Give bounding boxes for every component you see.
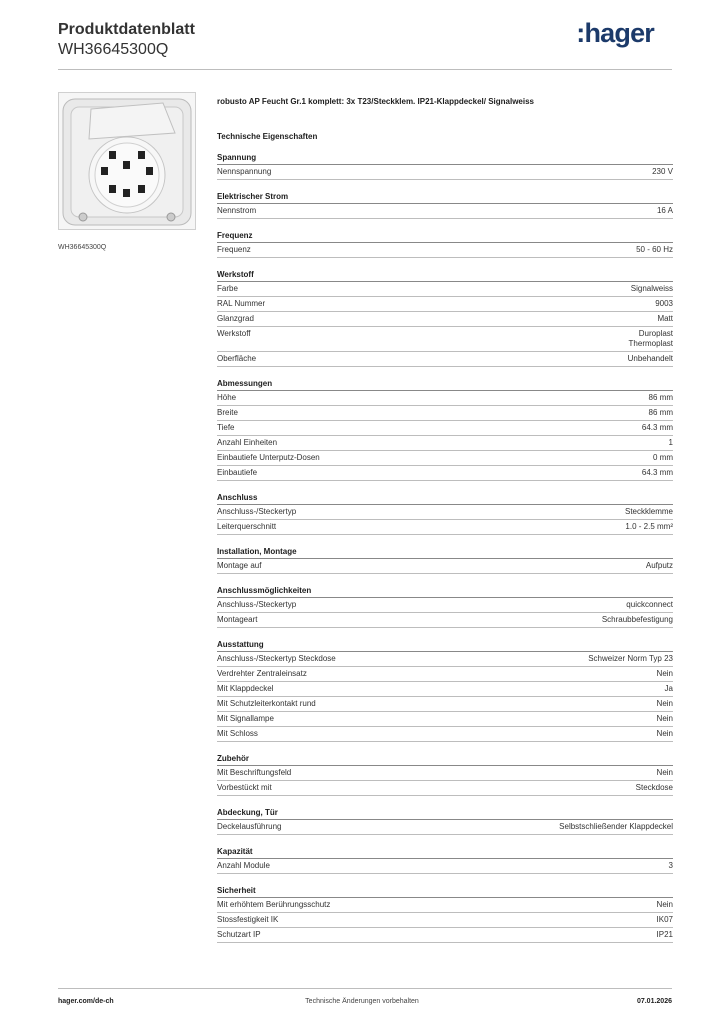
property-value: 64.3 mm [641, 423, 673, 432]
property-label: Breite [217, 408, 238, 417]
property-value: Signalweiss [630, 284, 673, 293]
property-row [217, 312, 673, 327]
property-label: Nennstrom [217, 206, 257, 215]
property-value: Nein [656, 669, 673, 678]
property-label: Deckelausführung [217, 822, 282, 831]
property-label: Anschluss-/Steckertyp [217, 600, 297, 609]
group-title: Anschlussmöglichkeiten [217, 586, 673, 598]
datasheet-content [217, 96, 673, 943]
property-value: 1 [668, 438, 673, 447]
property-label: Einbautiefe [217, 468, 258, 477]
footer-divider [58, 988, 672, 989]
logo-text: hager [584, 18, 654, 48]
property-label: Mit Schloss [217, 729, 258, 738]
property-value: 86 mm [648, 408, 673, 417]
group-title: Installation, Montage [217, 547, 673, 559]
property-value: 1.0 - 2.5 mm² [625, 522, 673, 531]
property-label: Anzahl Module [217, 861, 270, 870]
property-row [217, 613, 673, 628]
property-row [217, 165, 673, 180]
property-value: 0 mm [653, 453, 673, 462]
property-value: Unbehandelt [627, 354, 673, 363]
property-label: Montageart [217, 615, 258, 624]
property-label: Oberfläche [217, 354, 257, 363]
property-value: Nein [656, 768, 673, 777]
property-value: Aufputz [645, 561, 673, 570]
property-label: Verdrehter Zentraleinsatz [217, 669, 307, 678]
property-label: Stossfestigkeit IK [217, 915, 279, 924]
document-title: Produktdatenblatt [58, 21, 195, 38]
socket-illustration [59, 93, 195, 229]
property-value: 16 A [656, 206, 673, 215]
property-value: Steckdose [635, 783, 673, 792]
property-row [217, 712, 673, 727]
property-row [217, 859, 673, 874]
property-value: quickconnect [626, 600, 673, 609]
property-value: Selbstschließender Klappdeckel [559, 822, 673, 831]
group-title: Werkstoff [217, 270, 673, 282]
property-row [217, 928, 673, 943]
property-label: Mit Schutzleiterkontakt rund [217, 699, 316, 708]
property-value: Duroplast Thermoplast [628, 329, 673, 348]
property-value: 230 V [652, 167, 673, 176]
property-label: Mit Beschriftungsfeld [217, 768, 292, 777]
page-header [58, 20, 195, 60]
group-title: Elektrischer Strom [217, 192, 673, 204]
product-number: WH36645300Q [58, 41, 169, 58]
property-value: Nein [656, 699, 673, 708]
property-label: Mit Klappdeckel [217, 684, 274, 693]
property-label: Anschluss-/Steckertyp Steckdose [217, 654, 336, 663]
property-label: Einbautiefe Unterputz-Dosen [217, 453, 320, 462]
property-value: Nein [656, 729, 673, 738]
property-row [217, 652, 673, 667]
group-title: Sicherheit [217, 886, 673, 898]
property-label: Glanzgrad [217, 314, 254, 323]
property-row [217, 421, 673, 436]
footer-notice: Technische Änderungen vorbehalten [305, 998, 419, 1005]
property-value: Steckklemme [624, 507, 673, 516]
property-row [217, 520, 673, 535]
property-row [217, 913, 673, 928]
property-value: 50 - 60 Hz [636, 245, 673, 254]
property-value: 86 mm [648, 393, 673, 402]
property-label: Anschluss-/Steckertyp [217, 507, 297, 516]
property-row [217, 697, 673, 712]
property-row [217, 297, 673, 312]
property-label: Werkstoff [217, 329, 251, 338]
footer-date: 07.01.2026 [636, 998, 672, 1005]
group-title: Spannung [217, 153, 673, 165]
footer-website: hager.com/de-ch [58, 998, 114, 1005]
property-row [217, 505, 673, 520]
property-row [217, 436, 673, 451]
product-image [58, 92, 196, 230]
property-value: Schweizer Norm Typ 23 [588, 654, 673, 663]
property-label: Frequenz [217, 245, 251, 254]
group-title: Zubehör [217, 754, 673, 766]
property-label: Anzahl Einheiten [217, 438, 278, 447]
property-row [217, 820, 673, 835]
property-row [217, 559, 673, 574]
property-label: RAL Nummer [217, 299, 266, 308]
property-value: Schraubbefestigung [601, 615, 673, 624]
property-row [217, 898, 673, 913]
group-title: Ausstattung [217, 640, 673, 652]
property-value: IP21 [656, 930, 673, 939]
property-label: Tiefe [217, 423, 235, 432]
property-row [217, 406, 673, 421]
property-row [217, 667, 673, 682]
property-value: IK07 [656, 915, 673, 924]
property-row [217, 327, 673, 352]
property-value: 9003 [655, 299, 673, 308]
property-row [217, 781, 673, 796]
property-value: Nein [656, 714, 673, 723]
header-divider [58, 69, 672, 70]
property-row [217, 727, 673, 742]
section-title: Technische Eigenschaften [217, 132, 318, 141]
property-row [217, 352, 673, 367]
property-value: Matt [657, 314, 673, 323]
property-label: Höhe [217, 393, 237, 402]
property-label: Leiterquerschnitt [217, 522, 277, 531]
property-row [217, 766, 673, 781]
property-label: Mit Signallampe [217, 714, 274, 723]
group-title: Anschluss [217, 493, 673, 505]
property-row [217, 243, 673, 258]
property-value: Nein [656, 900, 673, 909]
group-title: Abdeckung, Tür [217, 808, 673, 820]
property-row [217, 682, 673, 697]
property-label: Farbe [217, 284, 238, 293]
property-row [217, 466, 673, 481]
property-value: 3 [668, 861, 673, 870]
property-label: Vorbestückt mit [217, 783, 272, 792]
property-row [217, 451, 673, 466]
property-value: Ja [664, 684, 673, 693]
property-row [217, 204, 673, 219]
property-groups [217, 153, 673, 943]
group-title: Kapazität [217, 847, 673, 859]
property-label: Nennspannung [217, 167, 272, 176]
property-label: Mit erhöhtem Berührungsschutz [217, 900, 331, 909]
property-row [217, 598, 673, 613]
property-value: 64.3 mm [641, 468, 673, 477]
group-title: Frequenz [217, 231, 673, 243]
property-row [217, 282, 673, 297]
property-label: Schutzart IP [217, 930, 261, 939]
group-title: Abmessungen [217, 379, 673, 391]
image-caption: WH36645300Q [58, 244, 107, 251]
hager-logo: :hager [576, 18, 654, 48]
property-label: Montage auf [217, 561, 262, 570]
property-row [217, 391, 673, 406]
product-description: robusto AP Feucht Gr.1 komplett: 3x T23/Steckklem. IP21-Klappdeckel/ Signalweiss [217, 97, 534, 106]
